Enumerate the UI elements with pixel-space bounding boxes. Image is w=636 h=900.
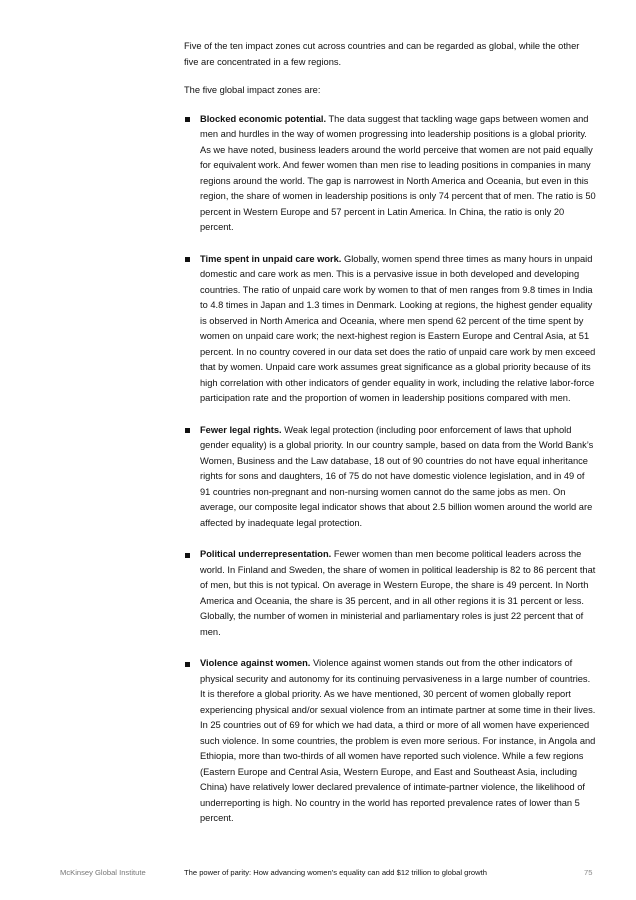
bullet-title: Blocked economic potential. bbox=[200, 113, 327, 124]
bullet-title: Political underrepresentation. bbox=[200, 549, 332, 559]
list-item bbox=[184, 656, 596, 827]
footer-report-title: The power of parity: How advancing women’s equality can add $12 trillion to global growth bbox=[184, 868, 487, 877]
bullet-text: Weak legal protection (including poor enforcement of laws that uphold gender equality) is a global priority. In our country sample, based on data from the World Bank’s Women, Business and the Law database, 18 out of 90 countries do not have equal inheritance rights for sons and daughters, 16 of 75 do not have domestic violence legislation, and in 49 of 91 countries non-pregnant and non-nursing women cannot do the same jobs as men. On average, our composite legal indicator shows that about 2.5 billion women around the world are affected by inadequate legal protection. bbox=[200, 424, 594, 528]
bullet-title: Time spent in unpaid care work. bbox=[200, 253, 342, 264]
main-content bbox=[184, 39, 596, 843]
page-number: 75 bbox=[584, 868, 593, 877]
square-bullet-icon bbox=[185, 553, 190, 558]
list-item bbox=[184, 423, 596, 532]
bullet-title: Fewer legal rights. bbox=[200, 424, 282, 435]
footer-publisher: McKinsey Global Institute bbox=[60, 868, 146, 877]
square-bullet-icon bbox=[185, 117, 190, 122]
list-item bbox=[184, 112, 596, 236]
square-bullet-icon bbox=[185, 257, 190, 262]
list-item bbox=[184, 547, 596, 640]
intro-paragraph: Five of the ten impact zones cut across countries and can be regarded as global, while the other five are concentrated in a few regions. bbox=[184, 41, 580, 67]
bullet-text: The data suggest that tackling wage gaps between women and men and hurdles in the way of women progressing into leadership positions is a global priority. As we have noted, business leaders around the world perceive that women are not paid equally for equivalent work. And fewer women than men rise to leading positions in companies in many regions around the world. The gap is narrowest in North America and Oceania, but even in this region, the share of women in leadership positions is only 74 percent that of men. The ratio is 50 percent in Western Europe and 57 percent in Latin America. In China, the ratio is only 20 percent. bbox=[200, 113, 596, 232]
list-lead-in: The five global impact zones are: bbox=[184, 85, 321, 95]
square-bullet-icon bbox=[185, 662, 190, 667]
square-bullet-icon bbox=[185, 428, 190, 433]
bullet-text: Globally, women spend three times as many hours in unpaid domestic and care work as men. This is a pervasive issue in both developed and developing countries. The ratio of unpaid care work by women to that of men ranges from 9.8 times in India to 4.8 times in Japan and 1.3 times in Denmark. Looking at regions, the highest gender equality is observed in North America and Oceania, where men spend 62 percent of the time spent by women on unpaid care work; the next-highest region is Eastern Europe and Central Asia, at 51 percent. In no country covered in our data set does the ratio of unpaid care work by men exceed that by women. Unpaid care work assumes great significance as a global priority because of its high correlation with other indicators of gender equality in work, including the relative labor-force participation rate and the proportion of women in leadership positions compared with men. bbox=[200, 253, 596, 403]
global-impact-zones-list bbox=[184, 112, 596, 827]
bullet-text: Violence against women stands out from the other indicators of physical security and autonomy for its continuing pervasiveness in a large number of countries. It is therefore a global priority. As we have mentioned, 30 percent of women globally report experiencing physical and/or sexual violence from an intimate partner at some time in their lives. In 25 countries out of 69 for which we had data, a third or more of all women have experienced such violence. In some countries, the problem is even more serious. For instance, in Angola and Ethiopia, more than two-thirds of all women have reported such violence. While a few regions (Eastern Europe and Central Asia, Western Europe, and East and Southeast Asia, including China) have relatively lower declared prevalence of intimate-partner violence, the likelihood of underreporting is high. No country in the world has reported prevalence rates of lower than 5 percent. bbox=[200, 658, 596, 823]
list-item bbox=[184, 252, 596, 407]
bullet-text: Fewer women than men become political leaders across the world. In Finland and Sweden, the share of women in political leadership is 82 to 86 percent that of men, but this is not typical. On average in Western Europe, the share is 49 percent. In North America and Oceania, the share is 35 percent, and in all other regions it is 31 percent or less. Globally, the number of women in ministerial and parliamentary roles is just 22 percent that of men. bbox=[200, 549, 596, 637]
bullet-title: Violence against women. bbox=[200, 658, 311, 668]
